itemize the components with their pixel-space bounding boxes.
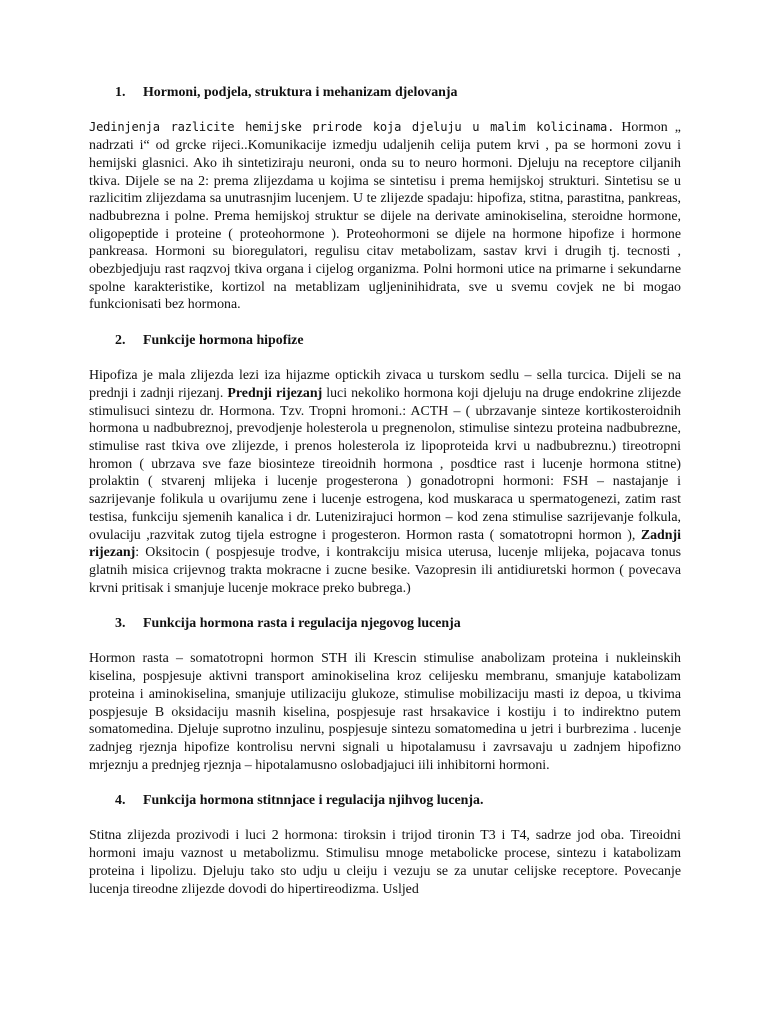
section-paragraph [89, 367, 681, 597]
section-title: Funkcija hormona stitnnjace i regulacija njihvog lucenja. [143, 793, 484, 809]
section-heading [89, 792, 681, 810]
section-number: 1. [115, 85, 126, 100]
bold-term: Prednji rijezanj [227, 385, 323, 401]
section-3 [89, 615, 681, 774]
paragraph-text: : Oksitocin ( pospjesuje trodve, i kontrakciju misica uterusa, lucenje mlijeka, pojacava tonus glatnih misica crijevnog trakta mokracne i zucne besike. Vazopresin ili antidiuretski hormon ( povecava krvni pritisak i smanjuje lucenje mokrace preko bubrega.) [89, 545, 681, 596]
paragraph-body: Hormon „ nadrzati i“ od grcke rijeci..Komunikacije izmedju udaljenih celija putem krvi , pa se hormoni zovu i hemijski glasnici. Ako ih sintetiziraju neuroni, onda su to neuro hormoni. Djeluju na receptore ciljanih tkiva. Dijele se na 2: prema zlijezdama u kojima se sintetisu i prema hemijskoj strukturi. Sintetisu se u razlicitim zlijezdama sa unutrasnjim lucenjem. U te zlijezde spadaju: hipofiza, stitna, parastitna, pankreas, nadbubrezna i polne. Prema hemijskoj struktur se dijele na derivate aminokiselina, steroidne hormone, oligopeptide i proteine ( proteohormone ). Proteohormoni se dijele na hormone hipofize i hormone pankreasa. Hormoni su bioregulatori, regulisu citav metabolizam, sastav krvi i drugih tj. tecnosti , obezbjedjuju rast raqzvoj tkiva organa i cijelog organizma. Polni hormoni utice na primarne i sekundarne spolne karakteristike, kortizol na metablizam ugljeninihidrata, sve u svemu covjek ne bi mogao funkcionisati bez hormona. [89, 120, 681, 313]
section-number: 2. [115, 332, 126, 348]
section-heading [89, 332, 681, 350]
section-4 [89, 792, 681, 898]
section-heading [89, 84, 681, 102]
section-number: 4. [115, 793, 126, 809]
section-title: Hormoni, podjela, struktura i mehanizam djelovanja [143, 85, 458, 100]
paragraph-text: luci nekoliko hormona koji djeluju na druge endokrine zlijezde stimulisuci sintezu dr. Hormona. Tzv. Tropni hromoni.: ACTH – ( ubrzavanje sinteze kortikosteroidnih hormona u nadbubreznoj, prevodjenje holesterola u pregnenolon, stimulise sintezu proteina nadbubrezne, stimulise rast tkiva ove zlijezde, i prenos holesterola iz lipoproteida krvi u nadbubreznu.) tireotropni hromon ( ubrzava sve faze biosinteze tireoidnih hormona , posdtice rast i lucenje hormona stitne) prolaktin ( stvarenj mlijeka i lucenje progesterona ) gonadotropni hormoni: FSH – nastajanje i sazrijevanje folikula u ovarijumu zene i lucenje estrogena, kod muskaraca u spermatogenezi, zatim rast testisa, funkciju sjemenih kanalica i dr. Lutenizirajuci hormon – kod zena stimulise sazrijevanje folkula, ovulaciju ,razvitak zutog tijela estrogne i progesteron. Hormon rasta ( somatotropni hormon ), [89, 385, 681, 543]
paragraph-text: Hipofiza je mala zlijezda lezi iza hijazme optickih zivaca u turskom sedlu – sella turcica. Dijeli se na prednji i zadnji rijezanj. [89, 368, 681, 401]
section-heading [89, 615, 681, 633]
section-2 [89, 332, 681, 598]
section-title: Funkcije hormona hipofize [143, 332, 304, 348]
paragraph-lead: Jedinjenja razlicite hemijske prirode koja djeluju u malim kolicinama. [89, 120, 615, 135]
section-paragraph: Hormon rasta – somatotropni hormon STH ili Krescin stimulise anabolizam proteina i nukleinskih kiselina, pospjesuje aktivni transport aminokiselina kroz celijesku membranu, smanjuje katabolizam proteina i aminokiselina, smanjuje utilizaciju glukoze, stimulise mobilizaciju masti iz depoa, u tkivima pospjesuje B oksidaciju masnih kiselina, pospjesuje rast hrsakavice i kostiju i to indirektno putem somatomedina. Djeluje suprotno inzulinu, pospjesuje sintezu somatomedina u jetri i burbrezima . lucenje zadnjeg rjeznja hipofize kontrolisu nervni signali u hipotalamusu i zavrsavaju u zadnjem hipofizno mrjeznju a prednjeg rjeznja – hipotalamusno oslobadjajuci iili inhibitorni hormoni. [89, 651, 681, 773]
section-number: 3. [115, 616, 126, 632]
section-1 [89, 84, 681, 314]
section-title: Funkcija hormona rasta i regulacija njegovog lucenja [143, 616, 461, 632]
section-paragraph: Stitna zlijezda prozivodi i luci 2 hormona: tiroksin i trijod tironin T3 i T4, sadrze jod oba. Tireoidni hormoni imaju vaznost u metabolizmu. Stimulisu mnoge metabolicke procese, sintezu i katabolizam proteina i lipolizu. Djeluju tako sto udju u cleiju i vezuju se za unutar celijske receptore. Povecanje lucenja tireodne zlijezde dovodi do hipertireodizma. Usljed [89, 828, 681, 897]
section-paragraph [89, 119, 681, 314]
bold-term: Zadnji rijezanj [89, 527, 681, 561]
